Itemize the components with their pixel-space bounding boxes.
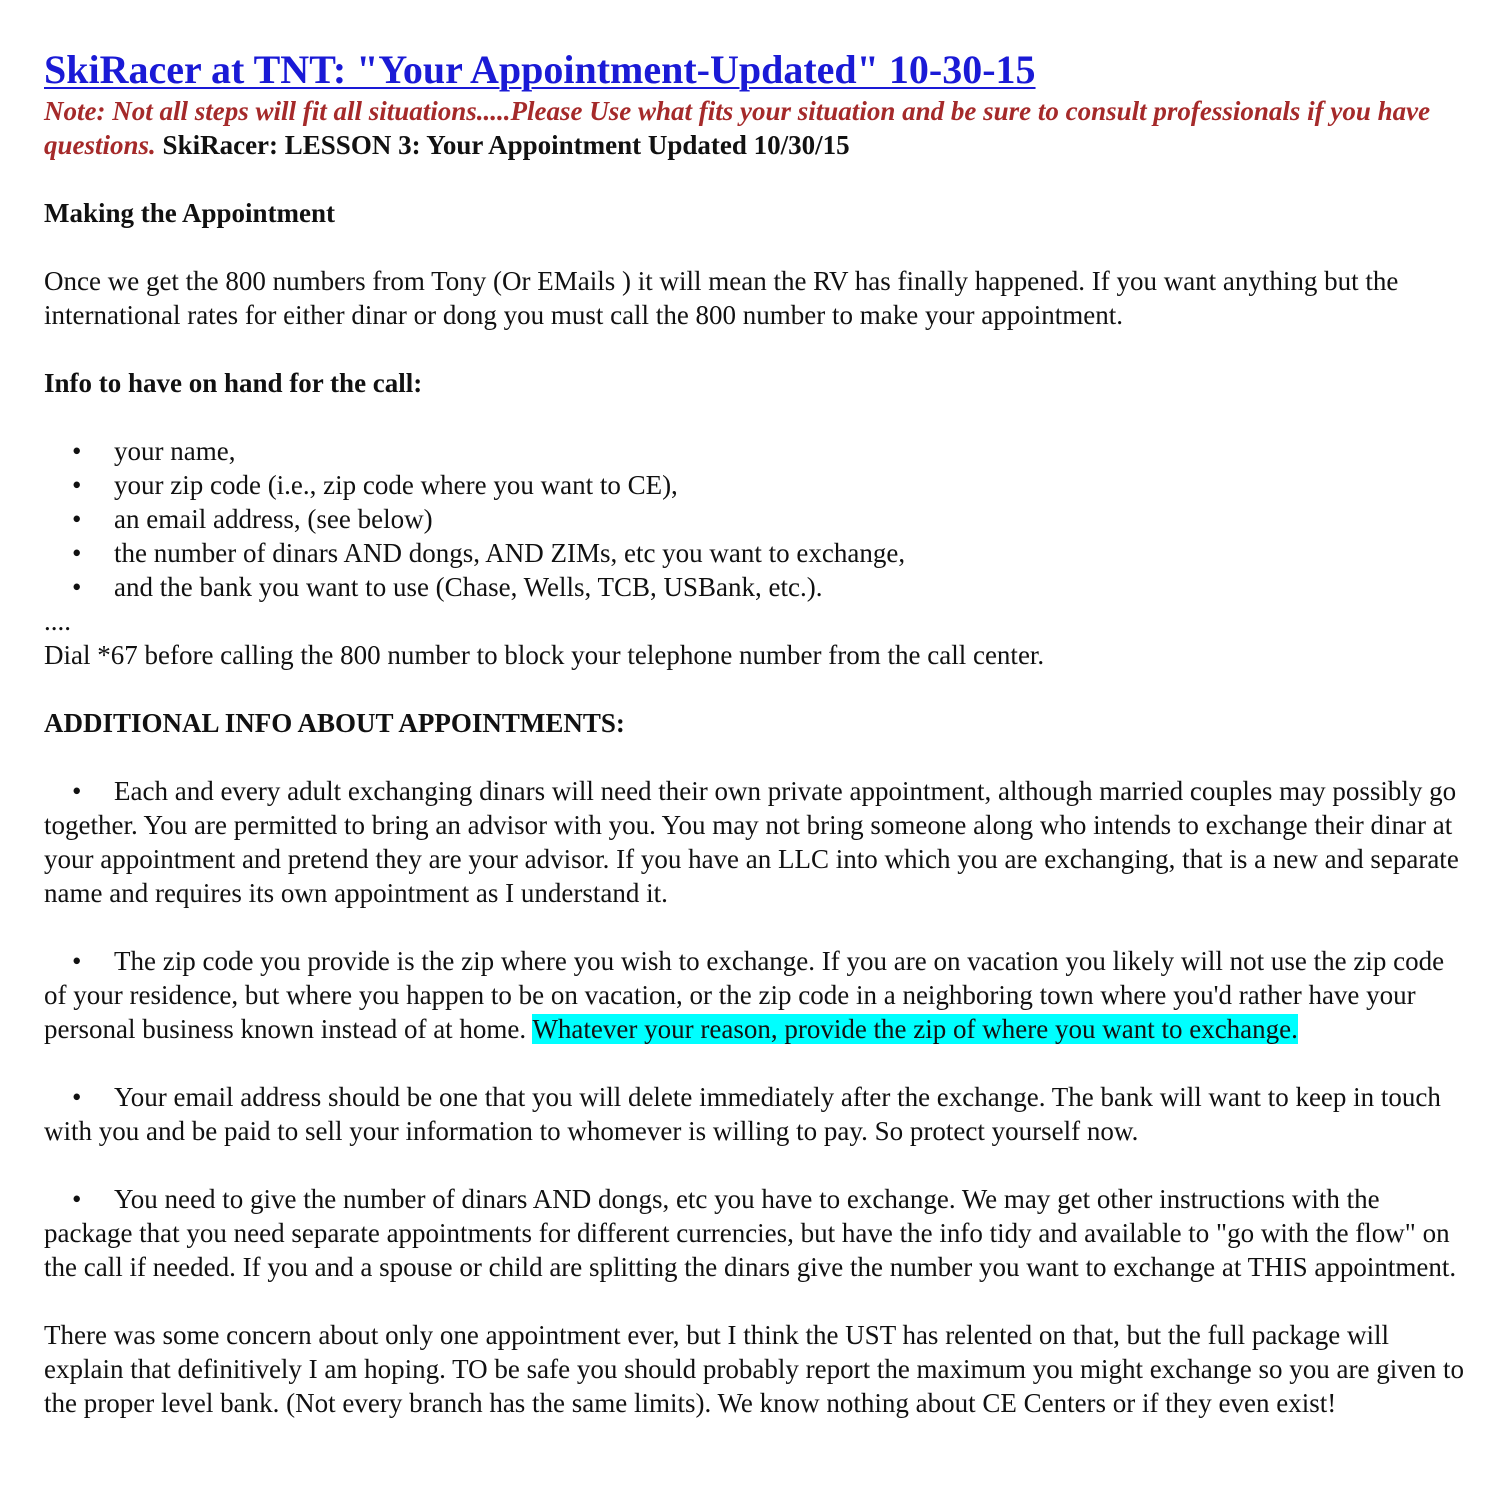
list-item: • the number of dinars AND dongs, AND ZIMs, etc you want to exchange, (44, 536, 1464, 570)
dots-line: .... (44, 606, 71, 636)
bullet-2-text: The zip code you provide is the zip where you wish to exchange. If you are on vacation you likely will not use the zip code of your residence, but where you happen to be on vacation, or the zip code in a neighboring town where you'd rather have your personal business known instead of at home. (44, 946, 1445, 1044)
additional-bullet-4 (44, 1182, 1464, 1284)
concern-paragraph: There was some concern about only one appointment ever, but I think the UST has relented on that, but the full package will explain that definitively I am hoping. TO be safe you should probably report the maximum you might exchange so you are given to the proper level bank. (Not every branch has the same limits). We know nothing about CE Centers or if they even exist! (44, 1320, 1464, 1418)
list-item: • your name, (44, 434, 1464, 468)
document-title-link[interactable]: SkiRacer at TNT: "Your Appointment-Updated" 10-30-15 (44, 47, 1036, 92)
bullet-3-text: Your email address should be one that you will delete immediately after the exchange. The bank will want to keep in touch with you and be paid to sell your information to whomever is willing to pay. So protect yourself now. (44, 1082, 1441, 1146)
bullet-mark: • (72, 1184, 82, 1214)
list-item: • your zip code (i.e., zip code where you want to CE), (44, 468, 1464, 502)
intro-line (44, 94, 1464, 162)
bullet-mark: • (72, 1082, 82, 1112)
dial-line: Dial *67 before calling the 800 number to block your telephone number from the call center. (44, 640, 1045, 670)
list-item: • an email address, (see below) (44, 502, 1464, 536)
lesson-text: SkiRacer: LESSON 3: Your Appointment Updated 10/30/15 (162, 130, 850, 160)
additional-heading: ADDITIONAL INFO ABOUT APPOINTMENTS: (44, 708, 625, 738)
info-heading: Info to have on hand for the call: (44, 368, 423, 398)
bullet-mark: • (72, 946, 82, 976)
info-list (44, 434, 1464, 604)
additional-bullet-3 (44, 1080, 1464, 1148)
bullet-1-text: Each and every adult exchanging dinars will need their own private appointment, although married couples may possibly go together. You are permitted to bring an advisor with you. You may not bring someone along who intends to exchange their dinar at your appointment and pretend they are your advisor. If you have an LLC into which you are exchanging, that is a new and separate name and requires its own appointment as I understand it. (44, 776, 1459, 908)
document-page (44, 46, 1464, 1420)
list-item: • and the bank you want to use (Chase, Wells, TCB, USBank, etc.). (44, 570, 1464, 604)
additional-bullet-2 (44, 944, 1464, 1046)
bullet-mark: • (72, 776, 82, 806)
highlighted-text: Whatever your reason, provide the zip of where you want to exchange. (532, 1014, 1298, 1044)
additional-bullet-1 (44, 774, 1464, 910)
bullet-4-text: You need to give the number of dinars AND dongs, etc you have to exchange. We may get other instructions with the package that you need separate appointments for different currencies, but have the info tidy and available to "go with the flow" on the call if needed. If you and a spouse or child are splitting the dinars give the number you want to exchange at THIS appointment. (44, 1184, 1457, 1282)
making-heading: Making the Appointment (44, 198, 336, 228)
note-text: Note: Not all steps will fit all situations.....Please Use what fits your situation and be sure to consult professionals if you have questions. (44, 96, 1431, 160)
making-paragraph: Once we get the 800 numbers from Tony (Or EMails ) it will mean the RV has finally happened. If you want anything but the international rates for either dinar or dong you must call the 800 number to make your appointment. (44, 266, 1399, 330)
